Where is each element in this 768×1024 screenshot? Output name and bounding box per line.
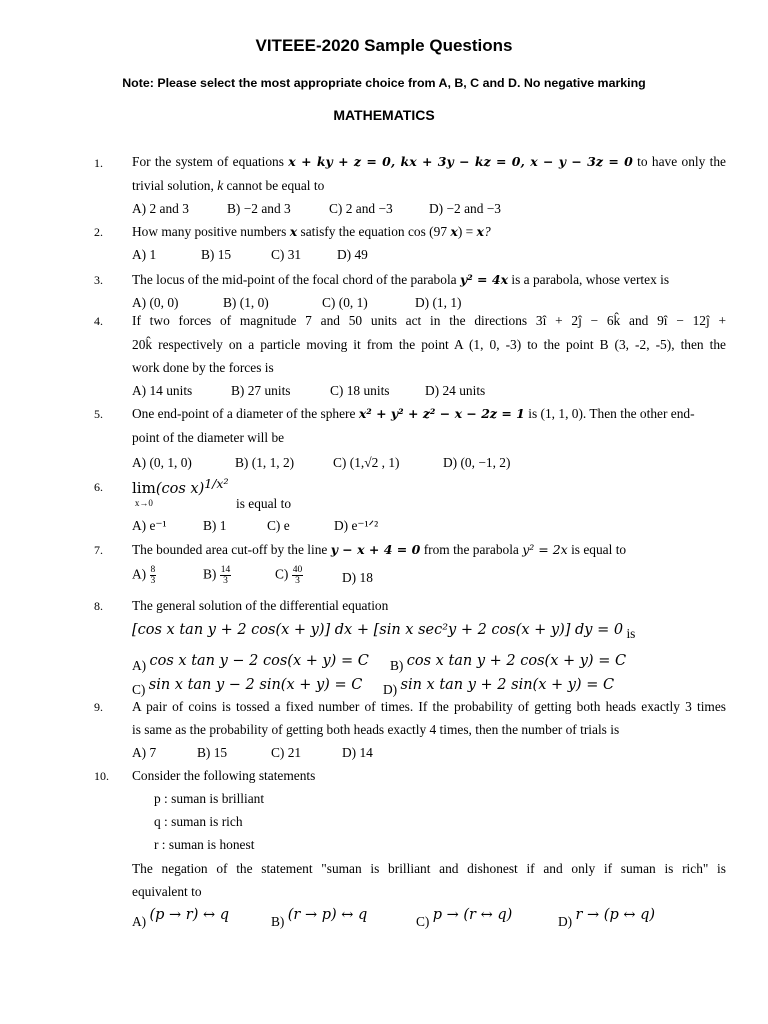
instructions-note: Note: Please select the most appropriate choice from A, B, C and D. No negative marking (122, 76, 646, 90)
option-b[interactable]: B) −2 and 3 (227, 201, 291, 216)
option-d[interactable]: D) 18 (342, 570, 373, 585)
question-text-line: work done by the forces is (132, 360, 274, 375)
question-number: 1. (94, 156, 103, 170)
option-c[interactable]: C) 31 (271, 247, 302, 262)
fraction: $\frac{14}{3}$ (220, 565, 231, 586)
option-a[interactable]: A) $\frac{8}{3}$ (132, 565, 156, 586)
question-number: 10. (94, 769, 109, 783)
option-b[interactable]: B) $\frac{14}{3}$ (203, 565, 231, 586)
fraction: $\frac{8}{3}$ (150, 565, 156, 586)
option-a[interactable]: A) 2 and 3 (132, 201, 189, 216)
question-text-line: The negation of the statement "suman is brilliant and dishonest if and only if suman is rich" is (132, 861, 726, 876)
option-d[interactable]: D) 14 (342, 745, 373, 760)
equation: y² = 2x (522, 542, 568, 557)
option-d[interactable]: D) −2 and −3 (429, 201, 502, 216)
question-text: The general solution of the differential equation (132, 598, 389, 613)
option-d[interactable]: D) 24 units (425, 383, 486, 398)
option-b[interactable]: B) (1, 1, 2) (235, 455, 295, 470)
page-title: VITEEE-2020 Sample Questions (255, 36, 513, 55)
option-d[interactable]: D) sin x tan y + 2 sin(x + y) = C (383, 677, 615, 697)
question-text: The bounded area cut-off by the line y − x + 4 = 0 from the parabola y² = 2x is equal to (132, 542, 627, 557)
question-number: 9. (94, 700, 103, 714)
option-b[interactable]: B) cos x tan y + 2 cos(x + y) = C (390, 653, 627, 673)
question-text-line: equivalent to (132, 884, 202, 899)
question-text: is equal to (236, 496, 292, 511)
option-d[interactable]: D) (1, 1) (415, 295, 462, 310)
option-a[interactable]: A) (0, 0) (132, 295, 179, 310)
equation: x² + y² + z² − x − 2z = 1 (358, 406, 525, 421)
question-text: A pair of coins is tossed a fixed number of times. If the probability of getting both heads exactly 3 times (132, 699, 726, 714)
option-a[interactable]: A) e⁻¹ (132, 518, 167, 533)
option-c[interactable]: C) p → (r ↔ q) (416, 907, 513, 929)
question-text: The locus of the mid-point of the focal chord of the parabola y² = 4x is a parabola, whose vertex is (132, 272, 670, 287)
option-d[interactable]: D) r → (p ↔ q) (558, 907, 656, 929)
question-text: For the system of equations x + ky + z = 0, kx + 3y − kz = 0, x − y − 3z = 0 to have only the (132, 154, 727, 169)
option-c[interactable]: C) e (267, 518, 290, 533)
question-text-line: 20k̂ respectively on a particle moving it from the point A (1, 0, -3) to the point B (3, -2, -5), then the (132, 337, 726, 352)
option-b[interactable]: B) 27 units (231, 383, 291, 398)
question-text: One end-point of a diameter of the sphere x² + y² + z² − x − 2z = 1 is (1, 1, 0). Then the other end- (132, 406, 695, 421)
question-number: 6. (94, 480, 103, 494)
option-a[interactable]: A) (0, 1, 0) (132, 455, 192, 470)
question-number: 5. (94, 407, 103, 421)
option-a[interactable]: A) 1 (132, 247, 157, 262)
question-number: 8. (94, 599, 103, 613)
option-c[interactable]: C) 18 units (330, 383, 390, 398)
option-c[interactable]: C) (1,√2 , 1) (333, 455, 400, 470)
differential-equation: [cos x tan y + 2 cos(x + y)] dx + [sin x sec²y + 2 cos(x + y)] dy = 0 is (132, 622, 636, 641)
option-c[interactable]: C) 2 and −3 (329, 201, 393, 216)
equation: x + ky + z = 0, kx + 3y − kz = 0, x − y − 3z = 0 (288, 154, 633, 169)
option-c[interactable]: C) (0, 1) (322, 295, 368, 310)
option-a[interactable]: A) (p → r) ↔ q (132, 907, 230, 929)
question-text-line: trivial solution, k cannot be equal to (132, 178, 325, 193)
equation: y − x + 4 = 0 (330, 542, 421, 557)
question-number: 3. (94, 273, 103, 287)
option-c[interactable]: C) $\frac{40}{3}$ (275, 565, 303, 586)
option-a[interactable]: A) 14 units (132, 383, 193, 398)
question-number: 2. (94, 225, 103, 239)
limit-expression: lim x→0 (cos x)$^{1/x^2}$ (132, 476, 229, 508)
section-heading: MATHEMATICS (333, 107, 435, 123)
statement-p: p : suman is brilliant (154, 791, 265, 806)
question-text-line: is same as the probability of getting both heads exactly 4 times, then the number of trials is (132, 722, 620, 737)
question-text: Consider the following statements (132, 768, 316, 783)
question-number: 4. (94, 314, 103, 328)
question-number: 7. (94, 543, 103, 557)
option-a[interactable]: A) cos x tan y − 2 cos(x + y) = C (132, 653, 369, 673)
option-b[interactable]: B) (r → p) ↔ q (271, 907, 368, 929)
option-b[interactable]: B) 15 (201, 247, 232, 262)
equation: y² = 4x (459, 272, 509, 287)
option-c[interactable]: C) sin x tan y − 2 sin(x + y) = C (132, 677, 363, 697)
fraction: $\frac{40}{3}$ (292, 565, 303, 586)
option-c[interactable]: C) 21 (271, 745, 302, 760)
option-d[interactable]: D) (0, −1, 2) (443, 455, 511, 470)
question-text: How many positive numbers x satisfy the equation cos (97 x) = x? (132, 224, 491, 239)
option-d[interactable]: D) e⁻¹ᐟ² (334, 518, 379, 533)
option-b[interactable]: B) 1 (203, 518, 227, 533)
statement-r: r : suman is honest (154, 837, 255, 852)
option-d[interactable]: D) 49 (337, 247, 368, 262)
question-text: If two forces of magnitude 7 and 50 units act in the directions 3î + 2ĵ − 6k̂ and 9î − 12ĵ + (132, 313, 726, 328)
option-b[interactable]: B) (1, 0) (223, 295, 269, 310)
question-text-line: point of the diameter will be (132, 430, 285, 445)
option-a[interactable]: A) 7 (132, 745, 157, 760)
option-b[interactable]: B) 15 (197, 745, 228, 760)
statement-q: q : suman is rich (154, 814, 243, 829)
